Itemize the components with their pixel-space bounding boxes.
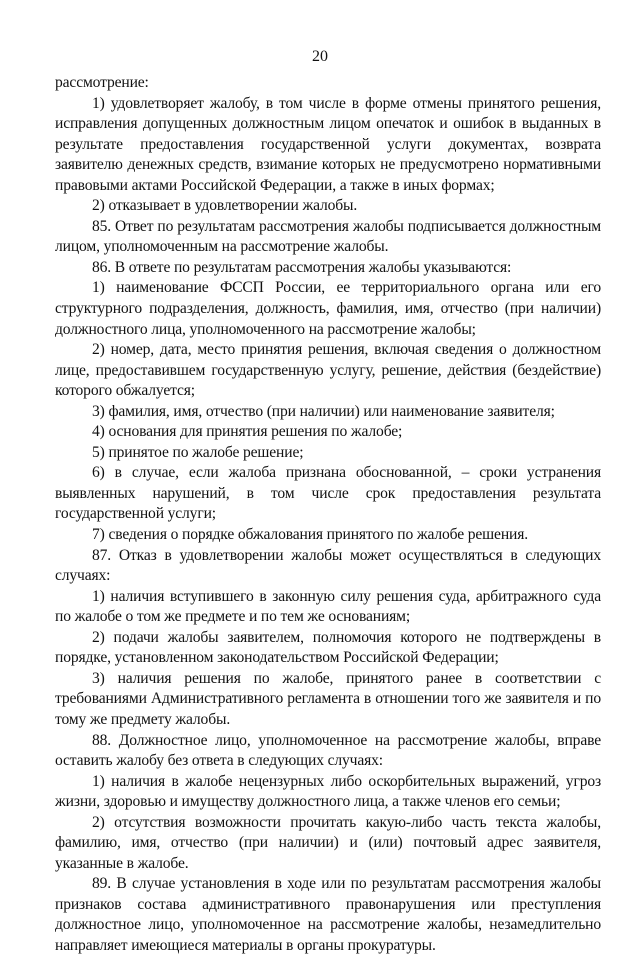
paragraph-86-item-7: 7) сведения о порядке обжалования принятого по жалобе решения. <box>92 526 528 544</box>
paragraph-84-item-2: 2) отказывает в удовлетворении жалобы. <box>92 197 358 215</box>
paragraph-87-item-1: 1) наличия вступившего в законную силу решения суда, арбитражного суда по жалобе о том же предмете и по тем же основаниям; <box>55 587 601 626</box>
paragraph-86: 86. В ответе по результатам рассмотрения жалобы указываются: <box>92 258 512 276</box>
paragraph-86-item-2: 2) номер, дата, место принятия решения, включая сведения о должностном лице, предоставившем государственную услугу, решение, действия (бездействие) которого обжалуется; <box>55 341 601 400</box>
paragraph-84-item-1: 1) удовлетворяет жалобу, в том числе в форме отмены принятого решения, исправления допущенных должностным лицом опечаток и ошибок в выданных в результате предоставления государственной услуги документах, возврата заявителю денежных средств, взимание которых не предусмотрено нормативными правовыми актами Российской Федерации, а также в иных формах; <box>55 94 601 194</box>
paragraph-88: 88. Должностное лицо, уполномоченное на рассмотрение жалобы, вправе оставить жалобу без ответа в следующих случаях: <box>55 731 601 770</box>
paragraph-86-item-5: 5) принятое по жалобе решение; <box>92 443 304 461</box>
page-number: 20 <box>312 48 328 65</box>
paragraph-88-item-1: 1) наличия в жалобе нецензурных либо оскорбительных выражений, угроз жизни, здоровью и имуществу должностного лица, а также членов его семьи; <box>55 772 601 811</box>
paragraph-87-item-3: 3) наличия решения по жалобе, принятого ранее в соответствии с требованиями Административного регламента в отношении того же заявителя и по тому же предмету жалобы. <box>55 669 601 728</box>
paragraph-86-item-3: 3) фамилия, имя, отчество (при наличии) или наименование заявителя; <box>92 402 555 420</box>
document-body <box>55 73 601 957</box>
paragraph-85: 85. Ответ по результатам рассмотрения жалобы подписывается должностным лицом, уполномоченным на рассмотрение жалобы. <box>55 217 601 256</box>
paragraph-89: 89. В случае установления в ходе или по результатам рассмотрения жалобы признаков состава административного правонарушения или преступления должностное лицо, уполномоченное на рассмотрение жалобы, незамедлительно направляет имеющиеся материалы в органы прокуратуры. <box>55 875 601 954</box>
paragraph-86-item-1: 1) наименование ФССП России, ее территориального органа или его структурного подразделения, должность, фамилия, имя, отчество (при наличии) должностного лица, уполномоченного на рассмотрение жалобы; <box>55 279 601 338</box>
paragraph-88-item-2: 2) отсутствия возможности прочитать какую-либо часть текста жалобы, фамилию, имя, отчество (при наличии) и (или) почтовый адрес заявителя, указанные в жалобе. <box>55 813 601 872</box>
paragraph-86-item-6: 6) в случае, если жалоба признана обоснованной, – сроки устранения выявленных нарушений, в том числе срок предоставления результата государственной услуги; <box>55 464 601 523</box>
paragraph-continuation: рассмотрение: <box>55 74 149 91</box>
paragraph-86-item-4: 4) основания для принятия решения по жалобе; <box>92 423 403 441</box>
paragraph-87-item-2: 2) подачи жалобы заявителем, полномочия которого не подтверждены в порядке, установленном законодательством Российской Федерации; <box>55 628 601 667</box>
paragraph-87: 87. Отказ в удовлетворении жалобы может осуществляться в следующих случаях: <box>55 546 601 585</box>
